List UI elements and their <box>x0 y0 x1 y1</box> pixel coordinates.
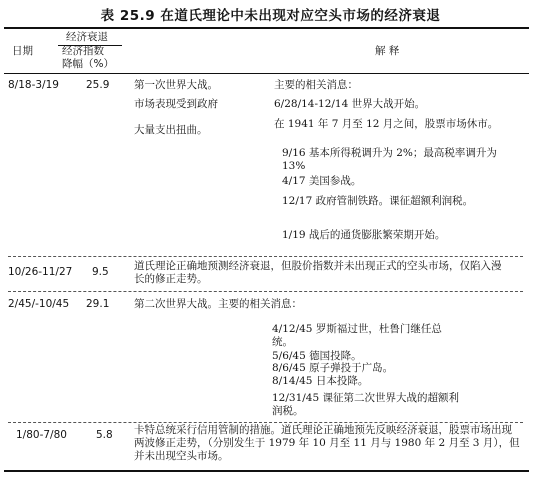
table-caption: 表 25.9 在道氏理论中未出现对应空头市场的经济衰退 <box>100 8 441 24</box>
row1-event-5: 12/17 政府管制铁路。课征超额利润税。 <box>282 195 474 207</box>
row4-decline: 5.8 <box>96 429 113 441</box>
row2-explanation: 道氏理论正确地预测经济衰退，但股价指数并未出现正式的空头市场，仅陷入漫长的修正走势。 <box>134 260 502 285</box>
row-separator-3 <box>8 422 523 423</box>
row2-decline: 9.5 <box>92 266 109 278</box>
header-decline-line1: 经济指数 <box>62 45 104 57</box>
row1-event-6: 1/19 战后的通货膨胀繁荣期开始。 <box>282 229 446 241</box>
row1-date: 8/18-3/19 <box>8 79 59 91</box>
row1-event-4: 4/17 美国参战。 <box>282 175 362 187</box>
row2-date: 10/26-11/27 <box>8 266 73 278</box>
row1-event-3: 9/16 基本所得税调升为 2%；最高税率调升为 13% <box>282 147 497 172</box>
row-separator-2 <box>8 291 523 292</box>
row3-main-label: 第二次世界大战。主要的相关消息： <box>134 298 302 310</box>
row1-decline: 25.9 <box>86 79 110 91</box>
header-explanation: 解 释 <box>375 45 400 57</box>
header-rule <box>4 73 529 74</box>
row3-event-1: 4/12/45 罗斯福过世，杜鲁门继任总统。 <box>272 323 442 348</box>
row1-event-1: 6/28/14-12/14 世界大战开始。 <box>274 98 426 110</box>
row1-event-2: 在 1941 年 7 月至 12 月之间，股票市场休市。 <box>274 118 499 130</box>
row4-explanation: 卡特总统采行信用管制的措施。道氏理论正确地预先反映经济衰退，股票市场出现两波修正走势，（分别发生于 1979 年 10 月至 11 月与 1980 年 2 月至 3 月），但并未出现空头市场。 <box>134 424 520 462</box>
top-rule <box>4 27 529 29</box>
row1-context-line3: 大量支出扭曲。 <box>134 124 208 136</box>
bottom-rule <box>4 470 529 472</box>
row-separator-1 <box>8 256 523 257</box>
row3-event-4: 8/14/45 日本投降。 <box>272 375 369 387</box>
header-recession-group: 经济衰退 <box>66 31 108 43</box>
row1-context-line2: 市场表现受到政府 <box>134 98 218 110</box>
row3-date: 2/45/-10/45 <box>8 298 70 310</box>
header-date: 日期 <box>12 45 33 57</box>
row1-context-line1: 第一次世界大战。 <box>134 79 218 91</box>
row3-event-3: 8/6/45 原子弹投于广岛。 <box>272 362 394 374</box>
row4-date: 1/80-7/80 <box>16 429 67 441</box>
row3-decline: 29.1 <box>86 298 110 310</box>
row3-event-5: 12/31/45 课征第二次世界大战的超额利润税。 <box>272 392 459 417</box>
header-decline-line2: 降幅（%） <box>62 58 114 70</box>
row1-main-label: 主要的相关消息： <box>274 79 358 91</box>
row3-event-2: 5/6/45 德国投降。 <box>272 350 362 362</box>
